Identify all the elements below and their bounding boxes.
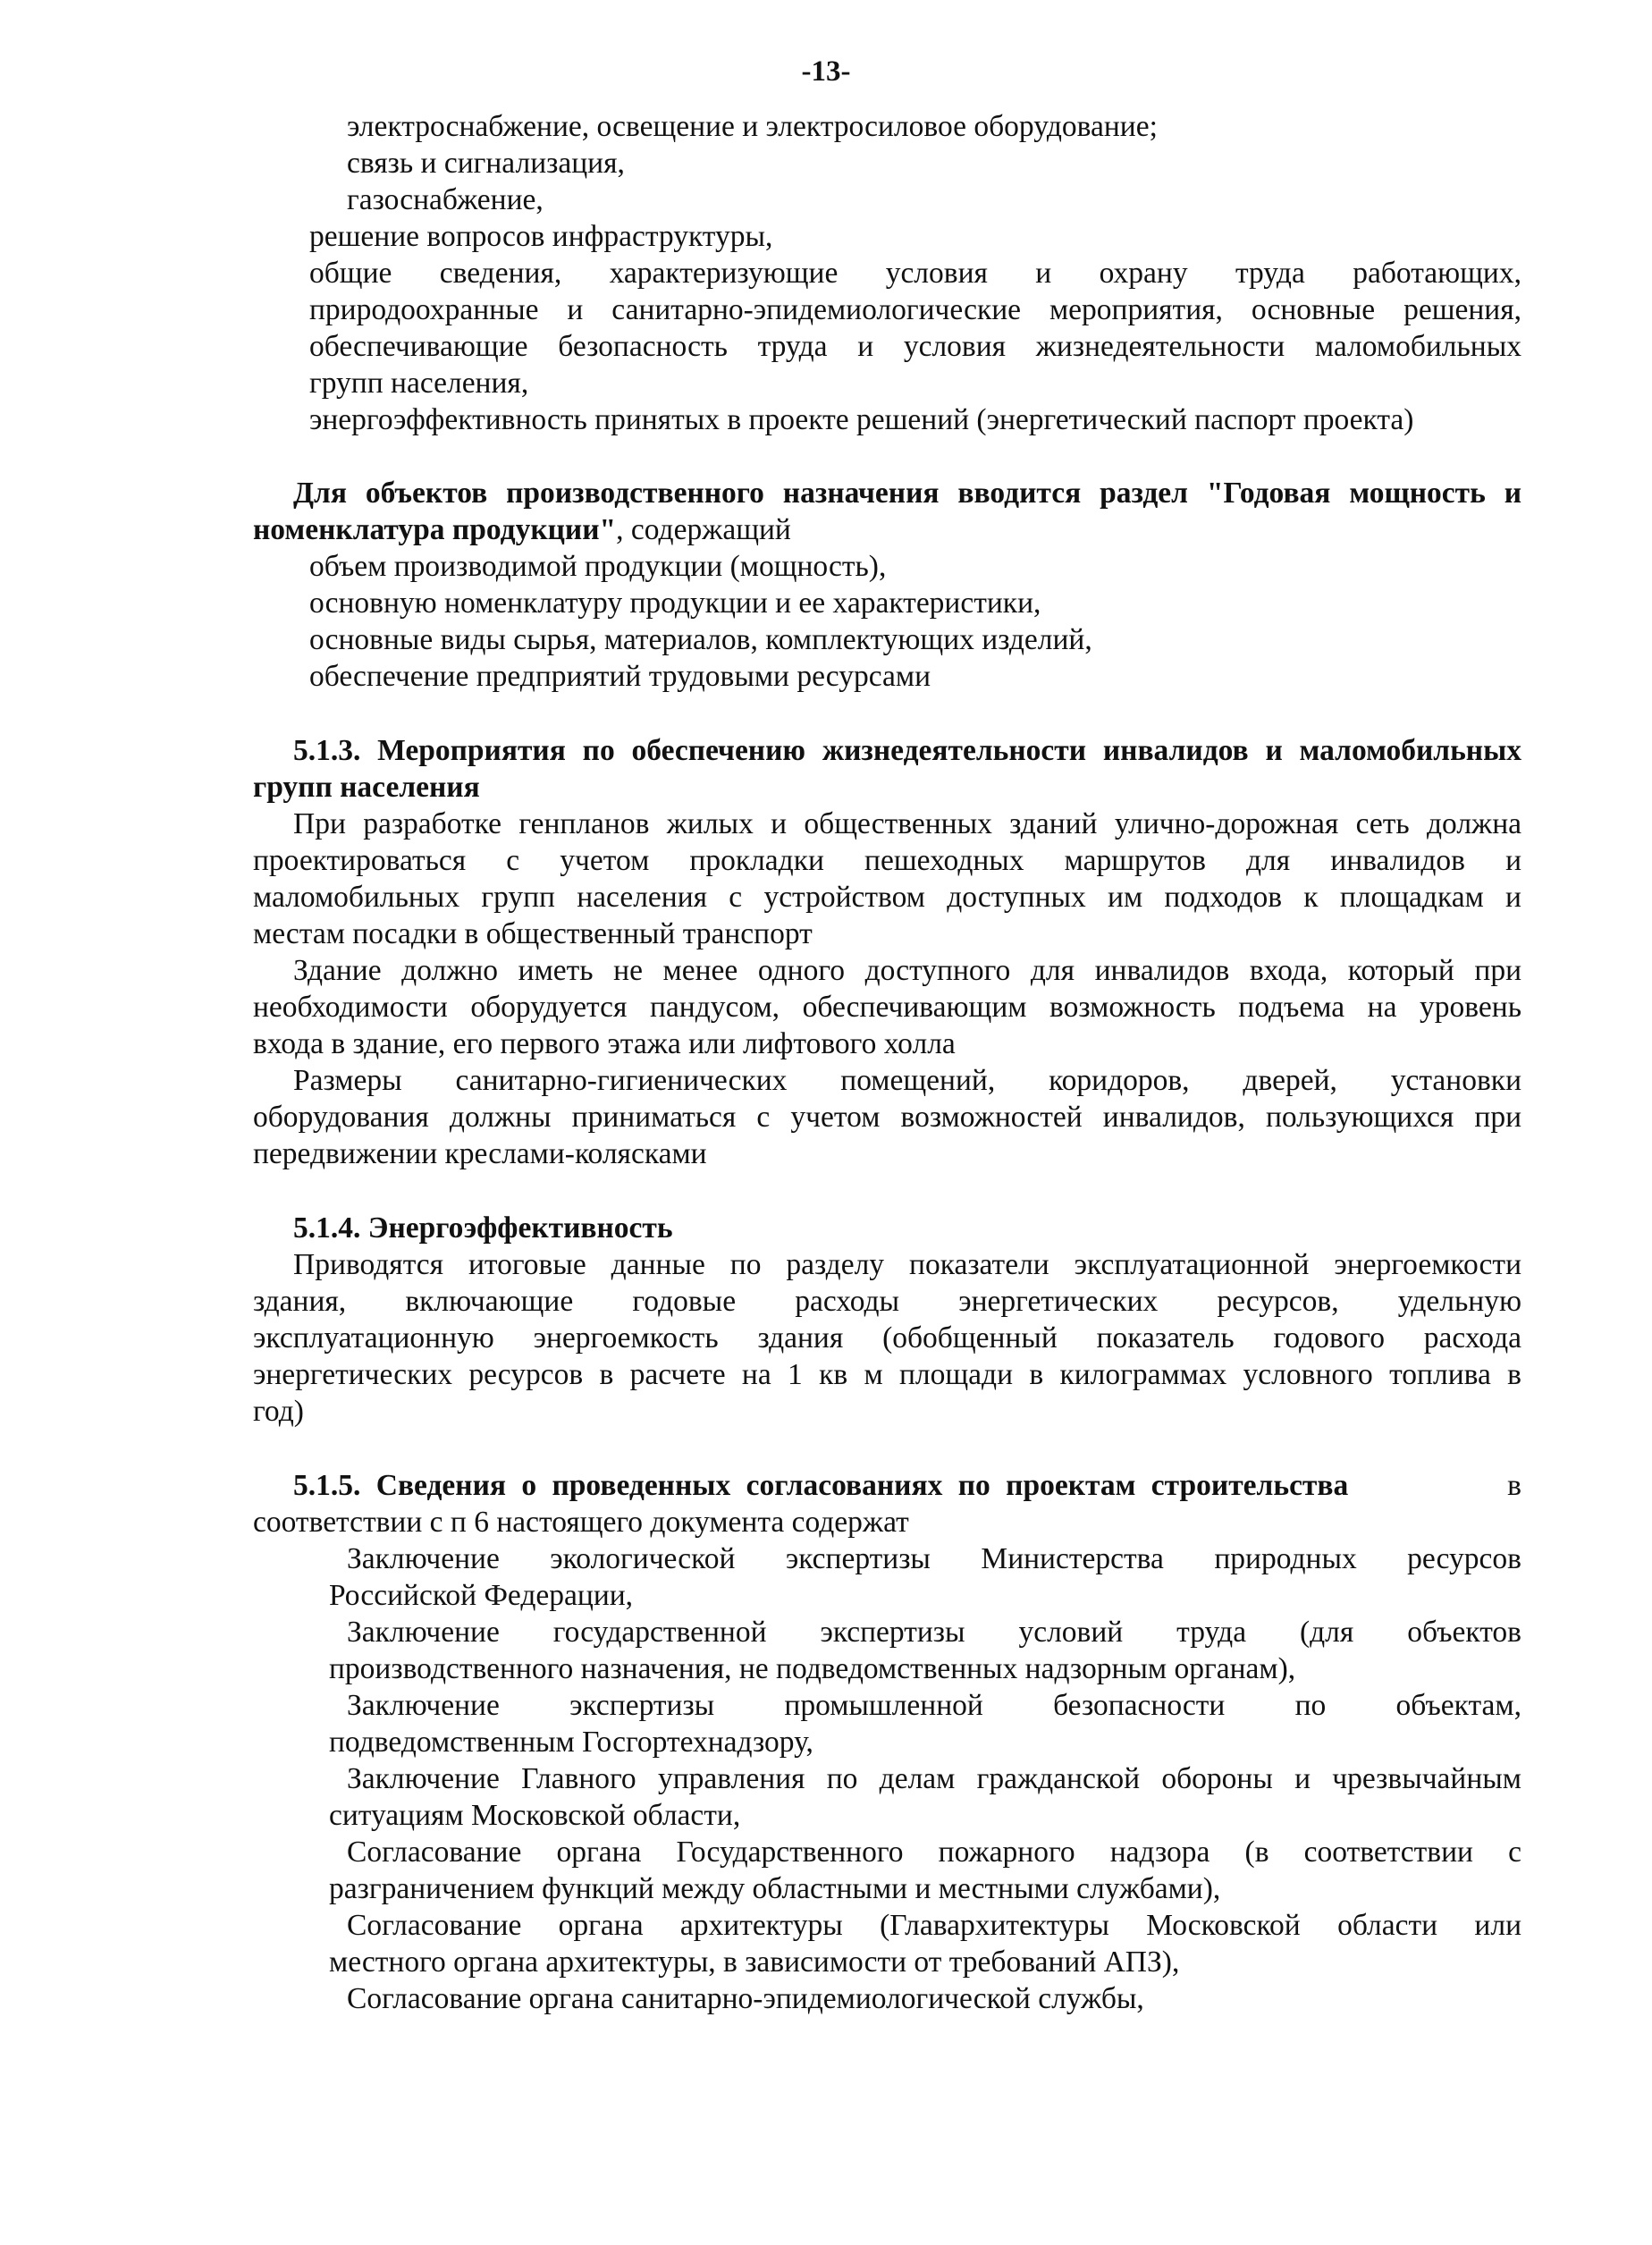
list-item-continuation: ситуациям Московской области,	[329, 1799, 741, 1832]
production-heading-line2	[253, 512, 791, 548]
list-item: обеспечение предприятий трудовыми ресурсами	[309, 660, 931, 693]
list-item: объем производимой продукции (мощность),	[309, 550, 887, 583]
paragraph-line: При разработке генпланов жилых и общественных зданий улично-дорожная сеть должна	[293, 807, 1521, 840]
section-heading-5-1-5	[293, 1468, 1521, 1504]
page-number: -13-	[801, 55, 851, 88]
paragraph-line: год)	[253, 1395, 304, 1428]
paragraph-line: проектироваться с учетом прокладки пешеходных маршрутов для инвалидов и	[253, 844, 1521, 877]
production-heading-rest: , содержащий	[616, 513, 791, 546]
list-item: Согласование органа архитектуры (Главархитектуры Московской области или	[347, 1909, 1521, 1942]
paragraph-line: маломобильных групп населения с устройством доступных им подходов к площадкам и	[253, 881, 1521, 914]
list-item-continuation: производственного назначения, не подведомственных надзорным органам),	[329, 1652, 1296, 1685]
production-heading: Для объектов производственного назначения вводится раздел "Годовая мощность и	[293, 477, 1521, 510]
list-item: газоснабжение,	[347, 183, 544, 216]
paragraph-line: входа в здание, его первого этажа или лифтового холла	[253, 1027, 956, 1060]
list-item: связь и сигнализация,	[347, 147, 625, 180]
list-item-continuation: Российской Федерации,	[329, 1579, 634, 1612]
production-heading-bold: номенклатура продукции"	[253, 513, 617, 546]
list-item: Заключение Главного управления по делам гражданской обороны и чрезвычайным	[347, 1762, 1521, 1795]
paragraph-line: Здание должно иметь не менее одного доступного для инвалидов входа, который при	[293, 954, 1521, 987]
list-item: Заключение экспертизы промышленной безопасности по объектам,	[347, 1689, 1521, 1722]
list-item-continuation: подведомственным Госгортехнадзору,	[329, 1726, 813, 1759]
section-heading-5-1-5-bold: 5.1.5. Сведения о проведенных согласованиях по проектам строительства	[293, 1469, 1349, 1502]
list-item: Заключение экологической экспертизы Министерства природных ресурсов	[347, 1542, 1521, 1575]
list-item: Согласование органа Государственного пожарного надзора (в соответствии с	[347, 1836, 1521, 1869]
list-item: Согласование органа санитарно-эпидемиологической службы,	[347, 1982, 1144, 2015]
paragraph-line: необходимости оборудуется пандусом, обеспечивающим возможность подъема на уровень	[253, 991, 1521, 1024]
paragraph-line: эксплуатационную энергоемкость здания (обобщенный показатель годового расхода	[253, 1321, 1521, 1355]
section-heading-5-1-3-line2: групп населения	[253, 771, 480, 804]
paragraph-line: Приводятся итоговые данные по разделу показатели эксплуатационной энергоемкости	[293, 1248, 1521, 1281]
paragraph-line: соответствии с п 6 настоящего документа содержат	[253, 1506, 909, 1539]
list-item: энергоэффективность принятых в проекте решений (энергетический паспорт проекта)	[309, 403, 1414, 436]
list-item-continuation: групп населения,	[309, 367, 529, 400]
list-item-continuation: природоохранные и санитарно-эпидемиологические мероприятия, основные решения,	[309, 293, 1521, 326]
section-heading-5-1-5-rest: в	[1507, 1469, 1521, 1502]
section-heading-5-1-3: 5.1.3. Мероприятия по обеспечению жизнедеятельности инвалидов и маломобильных	[293, 734, 1521, 767]
paragraph-line: энергетических ресурсов в расчете на 1 кв м площади в килограммах условного топлива в	[253, 1358, 1521, 1391]
paragraph-line: передвижении креслами-колясками	[253, 1137, 707, 1170]
list-item: решение вопросов инфраструктуры,	[309, 220, 773, 253]
list-item-continuation: местного органа архитектуры, в зависимости от требований АПЗ),	[329, 1945, 1180, 1979]
list-item: основную номенклатуру продукции и ее характеристики,	[309, 587, 1041, 620]
list-item: основные виды сырья, материалов, комплектующих изделий,	[309, 623, 1092, 656]
section-heading-5-1-4: 5.1.4. Энергоэффективность	[293, 1211, 673, 1245]
paragraph-line: здания, включающие годовые расходы энергетических ресурсов, удельную	[253, 1285, 1521, 1318]
paragraph-line: оборудования должны приниматься с учетом возможностей инвалидов, пользующихся при	[253, 1101, 1521, 1134]
paragraph-line: Размеры санитарно-гигиенических помещений, коридоров, дверей, установки	[293, 1064, 1521, 1097]
paragraph-line: местам посадки в общественный транспорт	[253, 917, 813, 950]
list-item: электроснабжение, освещение и электросиловое оборудование;	[347, 110, 1158, 143]
list-item: общие сведения, характеризующие условия и охрану труда работающих,	[309, 257, 1521, 290]
list-item: Заключение государственной экспертизы условий труда (для объектов	[347, 1616, 1521, 1649]
list-item-continuation: обеспечивающие безопасность труда и условия жизнедеятельности маломобильных	[309, 330, 1521, 363]
list-item-continuation: разграничением функций между областными и местными службами),	[329, 1872, 1221, 1905]
